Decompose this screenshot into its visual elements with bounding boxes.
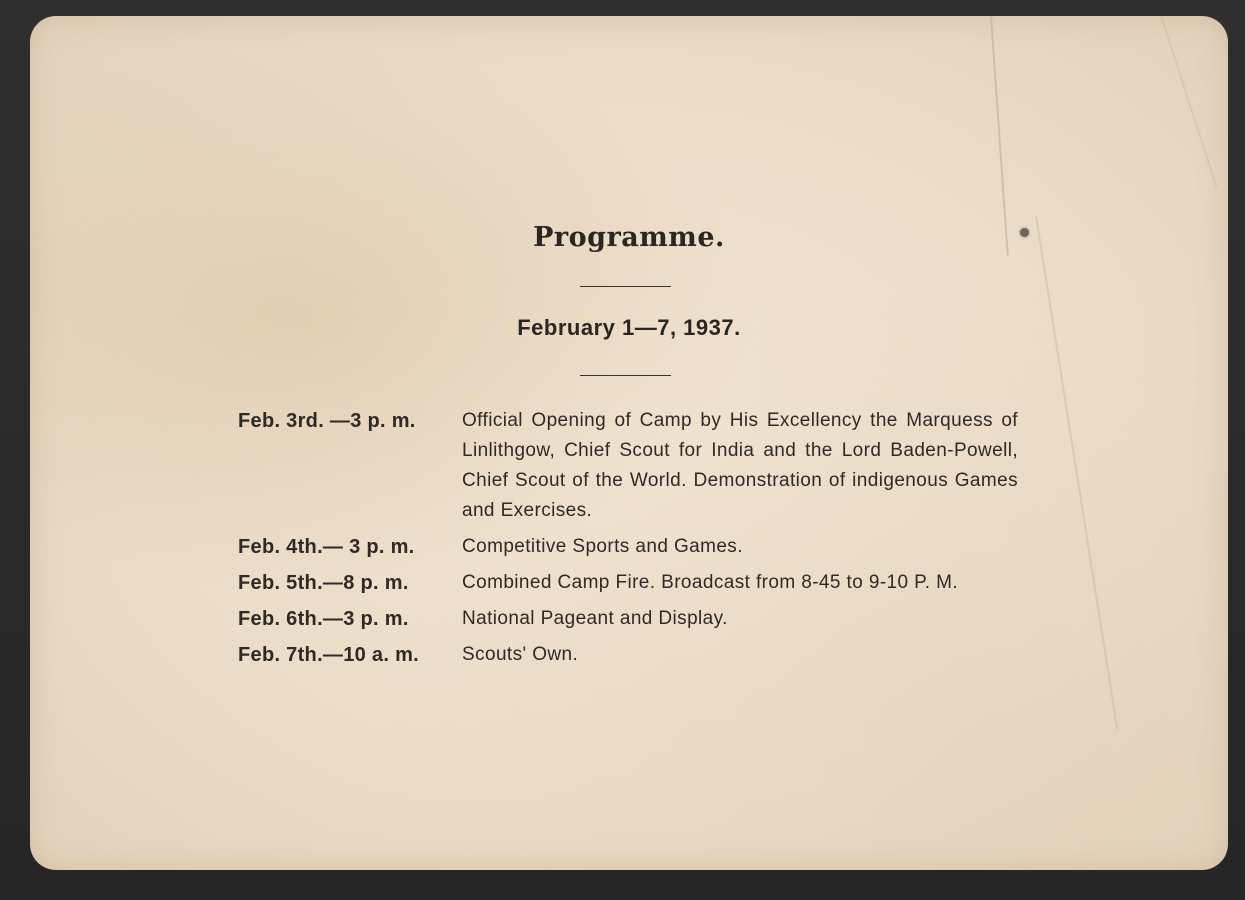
programme-dates: February 1—7, 1937. xyxy=(517,315,741,340)
programme-title: Programme. xyxy=(533,222,725,253)
divider-rule xyxy=(580,286,671,287)
schedule-row xyxy=(238,568,1018,598)
event-time: Feb. 4th.— 3 p. m. xyxy=(238,536,415,558)
schedule-row xyxy=(238,604,1018,634)
schedule-row xyxy=(238,532,1018,562)
programme-card xyxy=(30,16,1228,870)
event-description: Official Opening of Camp by His Excellency the Marquess of Linlithgow, Chief Scout for India and the Lord Baden-Powell, Chief Scout of the World. Demonstration of indigenous Games and Exercises. xyxy=(462,410,1018,521)
event-time: Feb. 3rd. —3 p. m. xyxy=(238,410,416,432)
paper-crease xyxy=(990,16,1009,256)
divider-rule xyxy=(580,375,671,376)
paper-crease xyxy=(1160,16,1218,188)
event-time: Feb. 7th.—10 a. m. xyxy=(238,644,420,666)
paper-crease xyxy=(1035,216,1118,730)
event-description: Competitive Sports and Games. xyxy=(462,536,743,557)
event-description: Combined Camp Fire. Broadcast from 8-45 to 9-10 P. M. xyxy=(462,572,959,593)
schedule-row xyxy=(238,406,1018,526)
event-time: Feb. 5th.—8 p. m. xyxy=(238,572,409,594)
event-description: National Pageant and Display. xyxy=(462,608,728,629)
schedule-row xyxy=(238,640,1018,670)
event-description: Scouts' Own. xyxy=(462,644,579,665)
event-time: Feb. 6th.—3 p. m. xyxy=(238,608,409,630)
event-schedule xyxy=(238,406,1018,670)
